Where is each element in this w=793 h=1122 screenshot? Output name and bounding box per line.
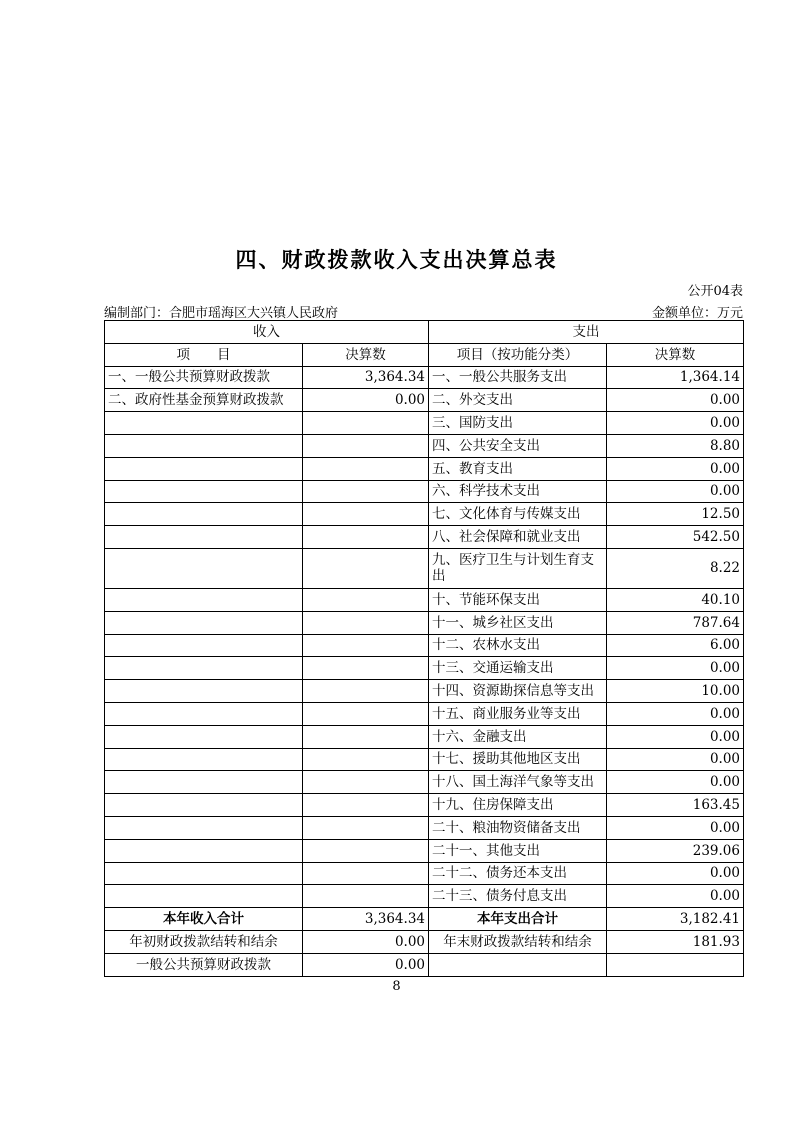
income-total-label: 本年收入合计 (105, 908, 303, 931)
table-row (105, 702, 744, 725)
table-row (105, 885, 744, 908)
expense-item-cell: 八、社会保障和就业支出 (429, 526, 607, 549)
income-amount-cell (303, 862, 429, 885)
expense-item-cell: 一、一般公共服务支出 (429, 366, 607, 389)
income-item-cell (105, 702, 303, 725)
compiling-department: 编制部门：合肥市瑶海区大兴镇人民政府 (104, 306, 339, 321)
carry-in-label: 一般公共预算财政拨款 (105, 953, 303, 976)
expense-item-cell: 十、节能环保支出 (429, 588, 607, 611)
income-header: 收入 (105, 321, 429, 344)
expense-item-cell: 十七、援助其他地区支出 (429, 748, 607, 771)
income-amount-cell (303, 839, 429, 862)
expense-item-cell: 二十三、债务付息支出 (429, 885, 607, 908)
expense-amount-cell: 0.00 (607, 862, 744, 885)
income-amount-cell (303, 725, 429, 748)
expense-amount-cell: 6.00 (607, 634, 744, 657)
income-item-cell (105, 457, 303, 480)
table-row (105, 434, 744, 457)
income-item-cell (105, 839, 303, 862)
expense-header: 支出 (429, 321, 744, 344)
carry-row (105, 953, 744, 976)
income-amount-cell (303, 634, 429, 657)
income-amount-cell (303, 526, 429, 549)
expense-item-cell: 四、公共安全支出 (429, 434, 607, 457)
expense-item-cell: 十一、城乡社区支出 (429, 611, 607, 634)
expense-amount-cell: 0.00 (607, 748, 744, 771)
income-item-cell (105, 634, 303, 657)
expense-amount-cell: 0.00 (607, 725, 744, 748)
income-item-cell (105, 434, 303, 457)
expense-total-value: 3,182.41 (607, 908, 744, 931)
expense-amount-cell: 0.00 (607, 389, 744, 412)
expense-amount-cell: 0.00 (607, 457, 744, 480)
income-amount-cell (303, 680, 429, 703)
income-item-cell (105, 611, 303, 634)
income-item-header: 项 目 (105, 343, 303, 366)
expense-item-cell: 九、医疗卫生与计划生育支出 (429, 548, 607, 588)
income-amount-cell (303, 412, 429, 435)
expense-item-cell: 七、文化体育与传媒支出 (429, 503, 607, 526)
expense-amount-cell: 0.00 (607, 702, 744, 725)
table-row (105, 526, 744, 549)
income-amount-cell (303, 816, 429, 839)
expense-item-cell: 三、国防支出 (429, 412, 607, 435)
income-amount-cell (303, 548, 429, 588)
income-amount-cell (303, 771, 429, 794)
expense-item-cell: 二十、粮油物资储备支出 (429, 816, 607, 839)
table-row (105, 389, 744, 412)
income-amount-cell (303, 480, 429, 503)
table-row (105, 680, 744, 703)
income-amount-cell (303, 885, 429, 908)
expense-item-cell: 十三、交通运输支出 (429, 657, 607, 680)
expense-amount-cell: 8.80 (607, 434, 744, 457)
carry-ex-value: 181.93 (607, 930, 744, 953)
income-amount-cell: 3,364.34 (303, 366, 429, 389)
income-item-cell (105, 748, 303, 771)
expense-amount-cell: 163.45 (607, 794, 744, 817)
income-amount-cell (303, 794, 429, 817)
expense-item-cell: 二十二、债务还本支出 (429, 862, 607, 885)
expense-amount-header: 决算数 (607, 343, 744, 366)
income-amount-header: 决算数 (303, 343, 429, 366)
carry-ex-label (429, 953, 607, 976)
page-number: 8 (392, 979, 401, 994)
table-body (105, 366, 744, 908)
income-amount-cell: 0.00 (303, 389, 429, 412)
table-row (105, 457, 744, 480)
carry-in-value: 0.00 (303, 930, 429, 953)
income-item-cell (105, 816, 303, 839)
income-amount-cell (303, 588, 429, 611)
income-amount-cell (303, 657, 429, 680)
income-item-cell (105, 588, 303, 611)
income-amount-cell (303, 503, 429, 526)
income-item-cell (105, 725, 303, 748)
expense-amount-cell: 787.64 (607, 611, 744, 634)
form-number: 公开04表 (687, 284, 743, 299)
income-item-cell (105, 862, 303, 885)
table-row (105, 480, 744, 503)
carry-ex-label: 年末财政拨款结转和结余 (429, 930, 607, 953)
carry-in-label: 年初财政拨款结转和结余 (105, 930, 303, 953)
table-row (105, 862, 744, 885)
expense-item-cell: 二十一、其他支出 (429, 839, 607, 862)
income-item-cell: 一、一般公共预算财政拨款 (105, 366, 303, 389)
expense-amount-cell: 0.00 (607, 816, 744, 839)
income-item-cell (105, 771, 303, 794)
expense-item-cell: 十八、国土海洋气象等支出 (429, 771, 607, 794)
carry-row (105, 930, 744, 953)
income-total-value: 3,364.34 (303, 908, 429, 931)
table-row (105, 503, 744, 526)
expense-item-header: 项目（按功能分类） (429, 343, 607, 366)
expense-item-cell: 六、科学技术支出 (429, 480, 607, 503)
expense-amount-cell: 0.00 (607, 412, 744, 435)
table-row (105, 839, 744, 862)
table-row (105, 725, 744, 748)
expense-item-cell: 五、教育支出 (429, 457, 607, 480)
table-row (105, 366, 744, 389)
expense-amount-cell: 542.50 (607, 526, 744, 549)
table-row (105, 816, 744, 839)
expense-amount-cell: 10.00 (607, 680, 744, 703)
table-row (105, 548, 744, 588)
column-header-row (105, 343, 744, 366)
expense-amount-cell: 40.10 (607, 588, 744, 611)
income-item-cell (105, 794, 303, 817)
table-row (105, 588, 744, 611)
income-amount-cell (303, 611, 429, 634)
page-title: 四、财政拨款收入支出决算总表 (235, 247, 558, 272)
income-amount-cell (303, 434, 429, 457)
income-amount-cell (303, 748, 429, 771)
amount-unit: 金额单位：万元 (651, 306, 743, 321)
income-item-cell (105, 548, 303, 588)
expense-item-cell: 十四、资源勘探信息等支出 (429, 680, 607, 703)
carry-ex-value (607, 953, 744, 976)
expense-amount-cell: 12.50 (607, 503, 744, 526)
expense-item-cell: 十九、住房保障支出 (429, 794, 607, 817)
expense-amount-cell: 1,364.14 (607, 366, 744, 389)
income-item-cell (105, 526, 303, 549)
expense-amount-cell: 8.22 (607, 548, 744, 588)
carry-in-value: 0.00 (303, 953, 429, 976)
table-row (105, 657, 744, 680)
totals-row (105, 908, 744, 931)
income-item-cell (105, 657, 303, 680)
table-row (105, 748, 744, 771)
table-row (105, 771, 744, 794)
expense-item-cell: 十五、商业服务业等支出 (429, 702, 607, 725)
table-row (105, 794, 744, 817)
expense-amount-cell: 239.06 (607, 839, 744, 862)
expense-amount-cell: 0.00 (607, 480, 744, 503)
budget-summary-table (104, 320, 744, 977)
income-amount-cell (303, 702, 429, 725)
expense-amount-cell: 0.00 (607, 771, 744, 794)
income-item-cell (105, 503, 303, 526)
table-row (105, 611, 744, 634)
expense-amount-cell: 0.00 (607, 885, 744, 908)
income-item-cell: 二、政府性基金预算财政拨款 (105, 389, 303, 412)
income-item-cell (105, 680, 303, 703)
section-header-row (105, 321, 744, 344)
income-amount-cell (303, 457, 429, 480)
expense-amount-cell: 0.00 (607, 657, 744, 680)
income-item-cell (105, 480, 303, 503)
expense-item-cell: 二、外交支出 (429, 389, 607, 412)
income-item-cell (105, 412, 303, 435)
expense-item-cell: 十二、农林水支出 (429, 634, 607, 657)
income-item-cell (105, 885, 303, 908)
expense-total-label: 本年支出合计 (429, 908, 607, 931)
table-row (105, 634, 744, 657)
expense-item-cell: 十六、金融支出 (429, 725, 607, 748)
table-row (105, 412, 744, 435)
